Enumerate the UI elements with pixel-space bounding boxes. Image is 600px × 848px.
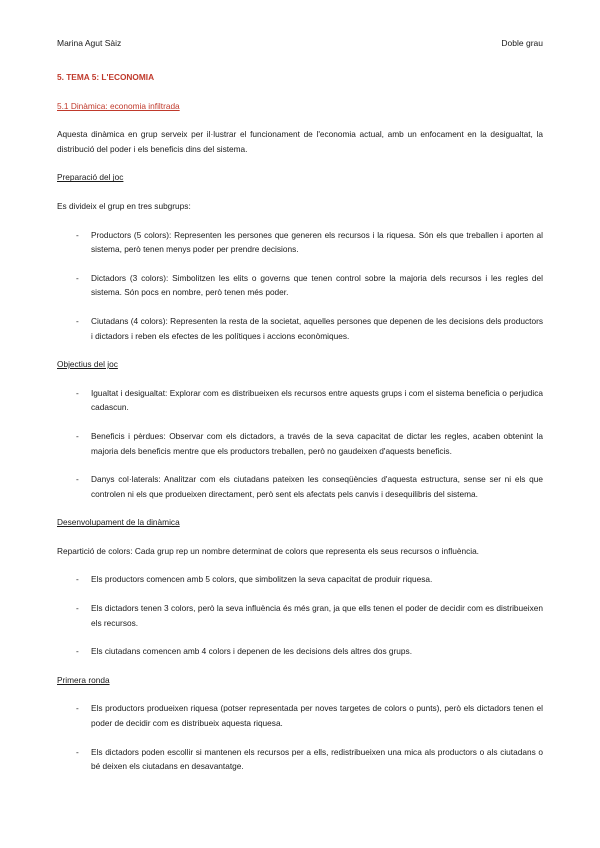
- intro-paragraph: Aquesta dinàmica en grup serveix per il·lustrar el funcionament de l'economia actual, amb un enfocament en la desigualtat, la distribució del poder i els beneficis dins del sistema.: [57, 129, 543, 154]
- header-course: Doble grau: [501, 38, 543, 48]
- list-item-text: Beneficis i pèrdues: Observar com els dictadors, a través de la seva capacitat de dictar les regles, acaben obtenint la majoria dels beneficis mentre que els productors treballen, però no gaudeixen d'aquests beneficis.: [91, 430, 543, 456]
- list-item: [57, 314, 543, 343]
- list-item: [57, 271, 543, 300]
- preparacio-list: [57, 228, 543, 344]
- list-item-text: Els productors produeixen riquesa (potser representada per noves targetes de colors o punts), però els dictadors tenen el poder de decidir com es distribueix aquesta riquesa.: [91, 703, 543, 729]
- bullet-dash: -: [76, 646, 79, 657]
- heading-desenvolupament: Desenvolupament de la dinàmica: [57, 517, 180, 528]
- primera-list: [57, 701, 543, 773]
- list-item: [57, 701, 543, 730]
- document-body: [57, 70, 543, 788]
- list-item: [57, 644, 543, 659]
- list-item-text: Els dictadors tenen 3 colors, però la seva influència és més gran, ja que ells tenen el poder de decidir com es distribueixen els recursos.: [91, 603, 543, 628]
- header-author: Marina Agut Sàiz: [57, 38, 122, 48]
- list-item-text: Igualtat i desigualtat: Explorar com es distribueixen els recursos entre aquests grups i com el sistema beneficia o perjudica cadascun.: [91, 387, 543, 413]
- list-item: [57, 572, 543, 587]
- list-item: [57, 429, 543, 458]
- list-item-text: Els ciutadans comencen amb 4 colors i depenen de les decisions dels altres dos grups.: [91, 646, 412, 657]
- bullet-dash: -: [76, 574, 79, 585]
- list-item: [57, 228, 543, 257]
- list-item: [57, 472, 543, 501]
- list-item: [57, 745, 543, 774]
- bullet-dash: -: [76, 387, 79, 398]
- desenvolupament-list: [57, 572, 543, 658]
- list-item-text: Ciutadans (4 colors): Representen la resta de la societat, aquelles persones que depenen de les decisions dels productors i dictadors i reben els efectes de les polítiques i accions econòmiques.: [91, 315, 543, 341]
- list-item: [57, 386, 543, 415]
- heading-objectius: Objectius del joc: [57, 359, 118, 370]
- objectius-list: [57, 386, 543, 502]
- desenvolupament-lead: Repartició de colors: Cada grup rep un nombre determinat de colors que representa els seus recursos o influència.: [57, 545, 479, 556]
- bullet-dash: -: [76, 746, 79, 757]
- page-header: [57, 38, 543, 48]
- subsection-title: 5.1 Dinàmica: economia infiltrada: [57, 100, 180, 111]
- bullet-dash: -: [76, 603, 79, 614]
- list-item-text: Dictadors (3 colors): Simbolitzen les elits o governs que tenen control sobre la majoria dels recursos i les regles del sistema. Són pocs en nombre, però tenen més poder.: [91, 272, 543, 298]
- list-item-text: Els productors comencen amb 5 colors, que simbolitzen la seva capacitat de produir riquesa.: [91, 574, 433, 585]
- list-item: [57, 601, 543, 630]
- bullet-dash: -: [76, 272, 79, 283]
- heading-primera-ronda: Primera ronda: [57, 674, 110, 685]
- bullet-dash: -: [76, 315, 79, 326]
- list-item-text: Danys col·laterals: Analitzar com els ciutadans pateixen les conseqüències d'aquesta estructura, sense ser ni els que controlen ni els que produeixen directament, però sent els afectats pels canvis i desequilibris del sistema.: [91, 474, 543, 499]
- bullet-dash: -: [76, 430, 79, 441]
- section-title: 5. TEMA 5: L'ECONOMIA: [57, 72, 155, 82]
- bullet-dash: -: [76, 474, 79, 485]
- list-item-text: Productors (5 colors): Representen les persones que generen els recursos i la riquesa. Són els que treballen i aporten al sistema, però tenen menys poder per prendre decisions.: [91, 229, 543, 255]
- bullet-dash: -: [76, 703, 79, 714]
- list-item-text: Els dictadors poden escollir si mantenen els recursos per a ells, redistribueixen una mica als productors o als ciutadans o bé deixen els ciutadans en desavantatge.: [91, 746, 543, 772]
- preparacio-lead: Es divideix el grup en tres subgrups:: [57, 200, 191, 211]
- heading-preparacio: Preparació del joc: [57, 172, 124, 183]
- bullet-dash: -: [76, 229, 79, 240]
